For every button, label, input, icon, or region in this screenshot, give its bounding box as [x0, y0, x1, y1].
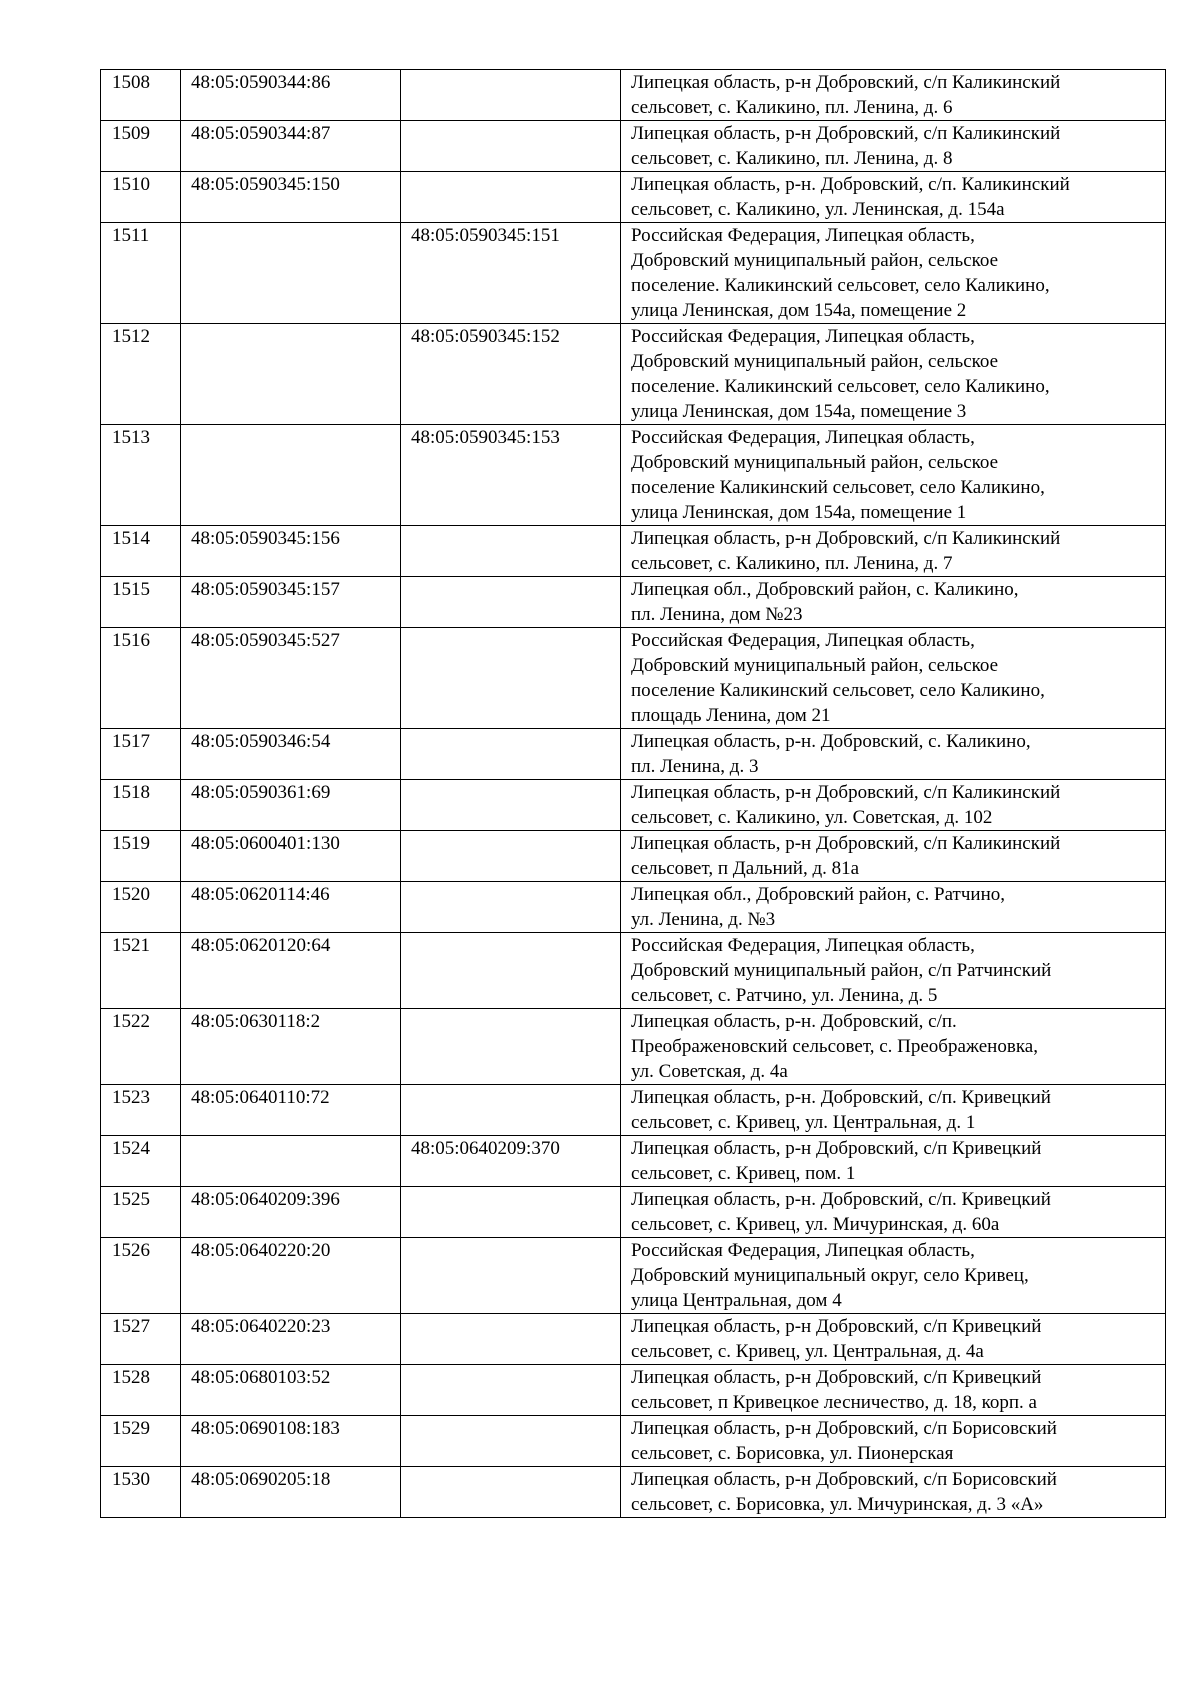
address-cell: Российская Федерация, Липецкая область, Добровский муниципальный район, сельское поселение. Каликинский сельсовет, село Каликино, улица Ленинская, дом 154а, помещение 3 — [621, 324, 1166, 425]
address-cell: Липецкая область, р-н. Добровский, с/п. Преображеновский сельсовет, с. Преображеновка, ул. Советская, д. 4а — [621, 1009, 1166, 1085]
cadastral-number-cell: 48:05:0590345:156 — [181, 526, 401, 577]
premises-cadastral-number-cell — [401, 780, 621, 831]
cadastral-number-cell — [181, 425, 401, 526]
row-number-cell: 1528 — [101, 1365, 181, 1416]
table-row — [101, 172, 1166, 223]
row-number-cell: 1514 — [101, 526, 181, 577]
row-number-cell: 1520 — [101, 882, 181, 933]
row-number-cell: 1529 — [101, 1416, 181, 1467]
address-cell: Липецкая область, р-н Добровский, с/п Кривецкий сельсовет, с. Кривец, ул. Центральная, д. 4а — [621, 1314, 1166, 1365]
cadastral-number-cell: 48:05:0590344:87 — [181, 121, 401, 172]
address-cell: Липецкая область, р-н Добровский, с/п Борисовский сельсовет, с. Борисовка, ул. Мичуринская, д. 3 «А» — [621, 1467, 1166, 1518]
table-row — [101, 1314, 1166, 1365]
table-row — [101, 324, 1166, 425]
cadastral-number-cell: 48:05:0590361:69 — [181, 780, 401, 831]
row-number-cell: 1511 — [101, 223, 181, 324]
premises-cadastral-number-cell — [401, 121, 621, 172]
cadastral-number-cell: 48:05:0640110:72 — [181, 1085, 401, 1136]
row-number-cell: 1519 — [101, 831, 181, 882]
row-number-cell: 1508 — [101, 70, 181, 121]
cadastral-number-cell: 48:05:0640209:396 — [181, 1187, 401, 1238]
property-table-body — [101, 70, 1166, 1518]
table-row — [101, 526, 1166, 577]
row-number-cell: 1522 — [101, 1009, 181, 1085]
premises-cadastral-number-cell — [401, 1187, 621, 1238]
premises-cadastral-number-cell: 48:05:0590345:153 — [401, 425, 621, 526]
row-number-cell: 1512 — [101, 324, 181, 425]
cadastral-number-cell: 48:05:0690205:18 — [181, 1467, 401, 1518]
table-row — [101, 121, 1166, 172]
cadastral-number-cell: 48:05:0590346:54 — [181, 729, 401, 780]
address-cell: Липецкая область, р-н Добровский, с/п Каликинский сельсовет, с. Каликино, пл. Ленина, д. 6 — [621, 70, 1166, 121]
row-number-cell: 1523 — [101, 1085, 181, 1136]
row-number-cell: 1524 — [101, 1136, 181, 1187]
cadastral-number-cell — [181, 324, 401, 425]
premises-cadastral-number-cell — [401, 729, 621, 780]
premises-cadastral-number-cell — [401, 831, 621, 882]
cadastral-number-cell: 48:05:0690108:183 — [181, 1416, 401, 1467]
cadastral-number-cell: 48:05:0620114:46 — [181, 882, 401, 933]
table-row — [101, 628, 1166, 729]
cadastral-number-cell: 48:05:0640220:23 — [181, 1314, 401, 1365]
premises-cadastral-number-cell — [401, 1085, 621, 1136]
row-number-cell: 1526 — [101, 1238, 181, 1314]
table-row — [101, 425, 1166, 526]
premises-cadastral-number-cell — [401, 1365, 621, 1416]
cadastral-number-cell: 48:05:0680103:52 — [181, 1365, 401, 1416]
address-cell: Липецкая область, р-н. Добровский, с/п. Кривецкий сельсовет, с. Кривец, ул. Центральная, д. 1 — [621, 1085, 1166, 1136]
address-cell: Липецкая область, р-н Добровский, с/п Каликинский сельсовет, с. Каликино, ул. Советская, д. 102 — [621, 780, 1166, 831]
address-cell: Липецкая область, р-н. Добровский, с/п. Кривецкий сельсовет, с. Кривец, ул. Мичуринская, д. 60а — [621, 1187, 1166, 1238]
table-row — [101, 70, 1166, 121]
cadastral-number-cell: 48:05:0590345:527 — [181, 628, 401, 729]
row-number-cell: 1521 — [101, 933, 181, 1009]
address-cell: Российская Федерация, Липецкая область, Добровский муниципальный район, с/п Ратчинский сельсовет, с. Ратчино, ул. Ленина, д. 5 — [621, 933, 1166, 1009]
premises-cadastral-number-cell — [401, 882, 621, 933]
address-cell: Липецкая область, р-н Добровский, с/п Каликинский сельсовет, с. Каликино, пл. Ленина, д. 8 — [621, 121, 1166, 172]
premises-cadastral-number-cell — [401, 628, 621, 729]
premises-cadastral-number-cell — [401, 1314, 621, 1365]
premises-cadastral-number-cell — [401, 1467, 621, 1518]
table-row — [101, 1009, 1166, 1085]
row-number-cell: 1513 — [101, 425, 181, 526]
row-number-cell: 1530 — [101, 1467, 181, 1518]
table-row — [101, 1365, 1166, 1416]
row-number-cell: 1518 — [101, 780, 181, 831]
table-row — [101, 1238, 1166, 1314]
cadastral-number-cell: 48:05:0600401:130 — [181, 831, 401, 882]
address-cell: Липецкая область, р-н. Добровский, с. Каликино, пл. Ленина, д. 3 — [621, 729, 1166, 780]
table-row — [101, 223, 1166, 324]
cadastral-number-cell: 48:05:0640220:20 — [181, 1238, 401, 1314]
cadastral-number-cell: 48:05:0630118:2 — [181, 1009, 401, 1085]
cadastral-number-cell: 48:05:0620120:64 — [181, 933, 401, 1009]
premises-cadastral-number-cell: 48:05:0590345:151 — [401, 223, 621, 324]
row-number-cell: 1527 — [101, 1314, 181, 1365]
cadastral-number-cell: 48:05:0590344:86 — [181, 70, 401, 121]
property-table — [100, 69, 1166, 1518]
premises-cadastral-number-cell: 48:05:0640209:370 — [401, 1136, 621, 1187]
address-cell: Липецкая область, р-н Добровский, с/п Борисовский сельсовет, с. Борисовка, ул. Пионерская — [621, 1416, 1166, 1467]
row-number-cell: 1516 — [101, 628, 181, 729]
cadastral-number-cell: 48:05:0590345:157 — [181, 577, 401, 628]
premises-cadastral-number-cell — [401, 70, 621, 121]
address-cell: Российская Федерация, Липецкая область, Добровский муниципальный район, сельское поселение Каликинский сельсовет, село Каликино, площадь Ленина, дом 21 — [621, 628, 1166, 729]
cadastral-number-cell — [181, 223, 401, 324]
table-row — [101, 1467, 1166, 1518]
address-cell: Липецкая область, р-н. Добровский, с/п. Каликинский сельсовет, с. Каликино, ул. Ленинская, д. 154а — [621, 172, 1166, 223]
row-number-cell: 1510 — [101, 172, 181, 223]
table-row — [101, 780, 1166, 831]
address-cell: Липецкая область, р-н Добровский, с/п Кривецкий сельсовет, с. Кривец, пом. 1 — [621, 1136, 1166, 1187]
premises-cadastral-number-cell: 48:05:0590345:152 — [401, 324, 621, 425]
premises-cadastral-number-cell — [401, 1238, 621, 1314]
address-cell: Липецкая область, р-н Добровский, с/п Кривецкий сельсовет, п Кривецкое лесничество, д. 18, корп. а — [621, 1365, 1166, 1416]
table-row — [101, 831, 1166, 882]
address-cell: Российская Федерация, Липецкая область, Добровский муниципальный район, сельское поселение. Каликинский сельсовет, село Каликино, улица Ленинская, дом 154а, помещение 2 — [621, 223, 1166, 324]
table-row — [101, 933, 1166, 1009]
table-row — [101, 1416, 1166, 1467]
address-cell: Липецкая обл., Добровский район, с. Каликино, пл. Ленина, дом №23 — [621, 577, 1166, 628]
premises-cadastral-number-cell — [401, 526, 621, 577]
cadastral-number-cell — [181, 1136, 401, 1187]
row-number-cell: 1525 — [101, 1187, 181, 1238]
address-cell: Российская Федерация, Липецкая область, Добровский муниципальный округ, село Кривец, улица Центральная, дом 4 — [621, 1238, 1166, 1314]
premises-cadastral-number-cell — [401, 172, 621, 223]
address-cell: Липецкая обл., Добровский район, с. Ратчино, ул. Ленина, д. №3 — [621, 882, 1166, 933]
cadastral-number-cell: 48:05:0590345:150 — [181, 172, 401, 223]
table-row — [101, 882, 1166, 933]
premises-cadastral-number-cell — [401, 1009, 621, 1085]
premises-cadastral-number-cell — [401, 577, 621, 628]
row-number-cell: 1517 — [101, 729, 181, 780]
address-cell: Липецкая область, р-н Добровский, с/п Каликинский сельсовет, п Дальний, д. 81а — [621, 831, 1166, 882]
address-cell: Российская Федерация, Липецкая область, Добровский муниципальный район, сельское поселение Каликинский сельсовет, село Каликино, улица Ленинская, дом 154а, помещение 1 — [621, 425, 1166, 526]
premises-cadastral-number-cell — [401, 1416, 621, 1467]
table-row — [101, 1085, 1166, 1136]
premises-cadastral-number-cell — [401, 933, 621, 1009]
table-row — [101, 1187, 1166, 1238]
row-number-cell: 1509 — [101, 121, 181, 172]
row-number-cell: 1515 — [101, 577, 181, 628]
address-cell: Липецкая область, р-н Добровский, с/п Каликинский сельсовет, с. Каликино, пл. Ленина, д. 7 — [621, 526, 1166, 577]
table-row — [101, 577, 1166, 628]
table-row — [101, 1136, 1166, 1187]
table-row — [101, 729, 1166, 780]
